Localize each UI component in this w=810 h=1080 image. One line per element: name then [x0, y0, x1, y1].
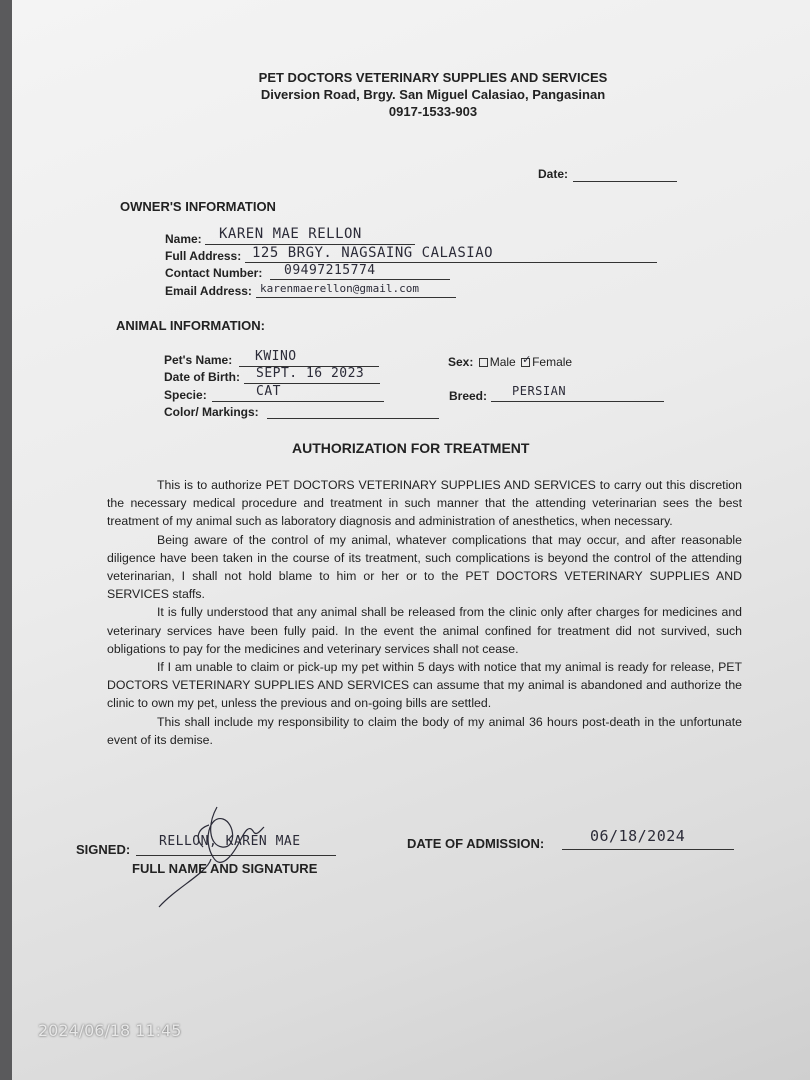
- species-label: Specie:: [164, 388, 207, 402]
- owner-contact-label: Contact Number:: [165, 266, 263, 280]
- authorization-title: AUTHORIZATION FOR TREATMENT: [292, 440, 530, 456]
- signed-name-value: RELLON, KAREN MAE: [159, 834, 301, 849]
- owner-email-value: karenmaerellon@gmail.com: [260, 282, 419, 295]
- authorization-paragraph-3: It is fully understood that any animal shall be released from the clinic only after charges for medicines and veterinary services have been fully paid. In the event the animal confined for treatment did not survived, such obligations to pay for the medicines and veterinary services shall not cease.: [107, 605, 742, 656]
- owner-name-label: Name:: [165, 232, 202, 246]
- authorization-body: [107, 476, 742, 749]
- admission-line: [562, 849, 734, 850]
- species-value: CAT: [256, 384, 281, 399]
- date-line: [573, 181, 677, 182]
- dob-value: SEPT. 16 2023: [256, 366, 365, 381]
- authorization-paragraph-2: Being aware of the control of my animal, whatever complications that may occur, and after reasonable diligence have been taken in the course of its treatment, such complications is beyond the control of the attending veterinarian, I shall not hold blame to him or her or to the PET DOCTORS VETERINARY SUPPLIES AND SERVICES staffs.: [107, 532, 742, 602]
- admission-label: DATE OF ADMISSION:: [407, 836, 545, 851]
- color-line: [267, 418, 439, 419]
- color-label: Color/ Markings:: [164, 405, 259, 419]
- breed-value: PERSIAN: [512, 384, 567, 398]
- admission-value: 06/18/2024: [590, 827, 686, 845]
- dob-label: Date of Birth:: [164, 370, 240, 384]
- species-line: [212, 401, 384, 402]
- signed-label: SIGNED:: [76, 842, 131, 857]
- owner-contact-line: [270, 279, 450, 280]
- signature-caption: FULL NAME AND SIGNATURE: [132, 861, 318, 876]
- sex-label: Sex:: [448, 355, 474, 369]
- photo-timestamp: 2024/06/18 11:45: [38, 1021, 182, 1040]
- owner-email-label: Email Address:: [165, 284, 252, 298]
- female-label: Female: [532, 355, 573, 369]
- male-label: Male: [489, 355, 516, 369]
- owner-contact-value: 09497215774: [284, 263, 376, 278]
- owner-section-title: OWNER'S INFORMATION: [120, 199, 276, 214]
- pet-name-value: KWINO: [255, 349, 297, 364]
- animal-section-title: ANIMAL INFORMATION:: [116, 318, 265, 333]
- company-address: Diversion Road, Brgy. San Miguel Calasiao, Pangasinan: [260, 87, 606, 102]
- owner-email-line: [256, 297, 456, 298]
- company-phone: 0917-1533-903: [388, 104, 478, 119]
- owner-name-value: KAREN MAE RELLON: [219, 226, 362, 242]
- owner-address-label: Full Address:: [165, 249, 242, 263]
- sex-field: [448, 355, 572, 369]
- pet-name-label: Pet's Name:: [164, 353, 233, 367]
- female-checkbox[interactable]: [521, 354, 532, 367]
- check-mark-icon: ✓: [522, 354, 532, 367]
- owner-address-value: 125 BRGY. NAGSAING CALASIAO: [252, 245, 494, 261]
- date-label: Date:: [538, 167, 569, 181]
- form-page: [12, 0, 810, 1080]
- authorization-paragraph-4: If I am unable to claim or pick-up my pet within 5 days with notice that my animal is ready for release, PET DOCTORS VETERINARY SUPPLIES AND SERVICES can assume that my animal is abandoned and authorize the clinic to own my pet, unless the previous and on-going bills are settled.: [107, 660, 742, 711]
- authorization-paragraph-1: This is to authorize PET DOCTORS VETERINARY SUPPLIES AND SERVICES to carry out this discretion the necessary medical procedure and treatment in such manner that the attending veterinarian sees the best treatment of my animal such as laboratory diagnosis and administration of anesthetics, when necessary.: [107, 478, 742, 529]
- breed-label: Breed:: [449, 389, 488, 403]
- male-checkbox[interactable]: [479, 358, 488, 367]
- company-name: PET DOCTORS VETERINARY SUPPLIES AND SERVICES: [258, 70, 608, 85]
- authorization-paragraph-5: This shall include my responsibility to claim the body of my animal 36 hours post-death in the unfortunate event of its demise.: [107, 714, 742, 747]
- breed-line: [491, 401, 664, 402]
- signature-scribble: [137, 795, 277, 910]
